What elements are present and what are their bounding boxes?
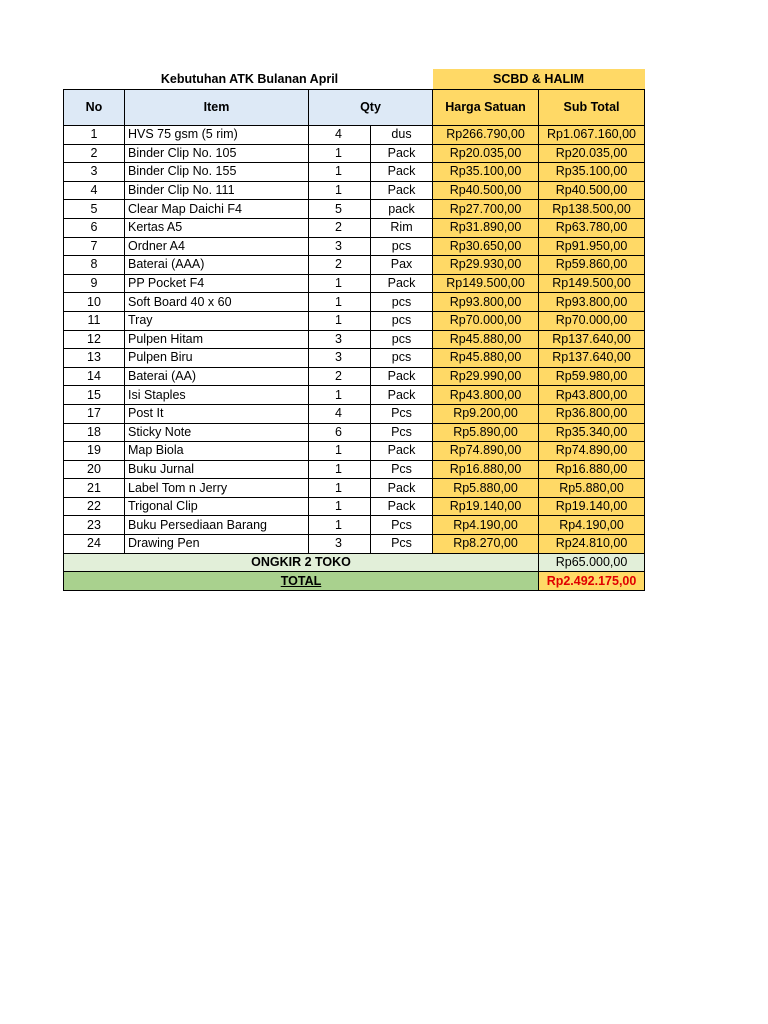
cell-no[interactable]: 4 (64, 181, 125, 200)
table-row (64, 349, 645, 368)
table-row (64, 293, 645, 312)
cell-no[interactable]: 19 (64, 442, 125, 461)
cell-unit[interactable]: Pcs (371, 404, 433, 423)
ongkir-label[interactable]: ONGKIR 2 TOKO (64, 553, 539, 572)
cell-unit[interactable]: Pcs (371, 460, 433, 479)
table-row (64, 423, 645, 442)
cell-harga-satuan[interactable]: Rp35.100,00 (433, 163, 539, 182)
cell-unit[interactable]: pcs (371, 330, 433, 349)
cell-item[interactable]: Pulpen Biru (125, 349, 309, 368)
cell-sub-total[interactable]: Rp4.190,00 (539, 516, 645, 535)
cell-unit[interactable]: Pcs (371, 423, 433, 442)
cell-no[interactable]: 17 (64, 404, 125, 423)
cell-unit[interactable]: pcs (371, 237, 433, 256)
cell-qty[interactable]: 1 (309, 460, 371, 479)
cell-unit[interactable]: Pack (371, 479, 433, 498)
cell-harga-satuan[interactable]: Rp31.890,00 (433, 218, 539, 237)
table-row (64, 163, 645, 182)
cell-qty[interactable]: 3 (309, 330, 371, 349)
table-row (64, 479, 645, 498)
table-row (64, 460, 645, 479)
cell-item[interactable]: Map Biola (125, 442, 309, 461)
cell-unit[interactable]: pcs (371, 349, 433, 368)
cell-no[interactable]: 24 (64, 535, 125, 554)
cell-no[interactable]: 1 (64, 126, 125, 145)
cell-harga-satuan[interactable]: Rp8.270,00 (433, 535, 539, 554)
cell-unit[interactable]: Pack (371, 442, 433, 461)
cell-harga-satuan[interactable]: Rp19.140,00 (433, 497, 539, 516)
cell-unit[interactable]: Rim (371, 218, 433, 237)
cell-no[interactable]: 10 (64, 293, 125, 312)
sheet-title[interactable]: Kebutuhan ATK Bulanan April (160, 71, 339, 86)
cell-item[interactable]: Label Tom n Jerry (125, 479, 309, 498)
table-row (64, 200, 645, 219)
table-row (64, 181, 645, 200)
table-row (64, 256, 645, 275)
cell-harga-satuan[interactable]: Rp93.800,00 (433, 293, 539, 312)
table-row (64, 126, 645, 145)
cell-sub-total[interactable]: Rp19.140,00 (539, 497, 645, 516)
cell-item[interactable]: Baterai (AA) (125, 367, 309, 386)
cell-harga-satuan[interactable]: Rp16.880,00 (433, 460, 539, 479)
cell-no[interactable]: 23 (64, 516, 125, 535)
table-row (64, 404, 645, 423)
cell-item[interactable]: Ordner A4 (125, 237, 309, 256)
cell-item[interactable]: Post It (125, 404, 309, 423)
title-row (64, 69, 645, 90)
cell-sub-total[interactable]: Rp5.880,00 (539, 479, 645, 498)
table-row (64, 442, 645, 461)
cell-qty[interactable]: 2 (309, 218, 371, 237)
cell-sub-total[interactable]: Rp40.500,00 (539, 181, 645, 200)
table-row (64, 237, 645, 256)
cell-sub-total[interactable]: Rp43.800,00 (539, 386, 645, 405)
cell-qty[interactable]: 1 (309, 311, 371, 330)
table-row (64, 535, 645, 554)
cell-harga-satuan[interactable]: Rp29.990,00 (433, 367, 539, 386)
cell-item[interactable]: Kertas A5 (125, 218, 309, 237)
cell-unit[interactable]: pcs (371, 293, 433, 312)
cell-harga-satuan[interactable]: Rp40.500,00 (433, 181, 539, 200)
cell-harga-satuan[interactable]: Rp266.790,00 (433, 126, 539, 145)
cell-harga-satuan[interactable]: Rp43.800,00 (433, 386, 539, 405)
cell-no[interactable]: 11 (64, 311, 125, 330)
header-sub-total[interactable]: Sub Total (539, 90, 645, 126)
cell-item[interactable]: Binder Clip No. 111 (125, 181, 309, 200)
cell-qty[interactable]: 1 (309, 274, 371, 293)
store-label[interactable]: SCBD & HALIM (433, 69, 645, 90)
cell-unit[interactable]: pcs (371, 311, 433, 330)
cell-unit[interactable]: Pack (371, 144, 433, 163)
cell-no[interactable]: 21 (64, 479, 125, 498)
cell-unit[interactable]: pack (371, 200, 433, 219)
cell-unit[interactable]: Pcs (371, 535, 433, 554)
cell-harga-satuan[interactable]: Rp29.930,00 (433, 256, 539, 275)
cell-harga-satuan[interactable]: Rp45.880,00 (433, 349, 539, 368)
cell-sub-total[interactable]: Rp138.500,00 (539, 200, 645, 219)
ongkir-row (64, 553, 645, 572)
cell-harga-satuan[interactable]: Rp9.200,00 (433, 404, 539, 423)
cell-no[interactable]: 12 (64, 330, 125, 349)
cell-item[interactable]: Baterai (AAA) (125, 256, 309, 275)
table-row (64, 218, 645, 237)
cell-item[interactable]: Drawing Pen (125, 535, 309, 554)
table-row (64, 311, 645, 330)
cell-qty[interactable]: 2 (309, 256, 371, 275)
cell-item[interactable]: PP Pocket F4 (125, 274, 309, 293)
cell-harga-satuan[interactable]: Rp30.650,00 (433, 237, 539, 256)
cell-no[interactable]: 15 (64, 386, 125, 405)
ongkir-value[interactable]: Rp65.000,00 (539, 553, 645, 572)
cell-qty[interactable]: 1 (309, 516, 371, 535)
cell-item[interactable]: Binder Clip No. 105 (125, 144, 309, 163)
cell-unit[interactable]: Pax (371, 256, 433, 275)
cell-sub-total[interactable]: Rp91.950,00 (539, 237, 645, 256)
cell-no[interactable]: 8 (64, 256, 125, 275)
cell-no[interactable]: 5 (64, 200, 125, 219)
cell-harga-satuan[interactable]: Rp5.880,00 (433, 479, 539, 498)
cell-sub-total[interactable]: Rp1.067.160,00 (539, 126, 645, 145)
cell-sub-total[interactable]: Rp36.800,00 (539, 404, 645, 423)
cell-harga-satuan[interactable]: Rp45.880,00 (433, 330, 539, 349)
header-item[interactable]: Item (125, 90, 309, 126)
cell-harga-satuan[interactable]: Rp70.000,00 (433, 311, 539, 330)
cell-harga-satuan[interactable]: Rp20.035,00 (433, 144, 539, 163)
cell-sub-total[interactable]: Rp74.890,00 (539, 442, 645, 461)
cell-qty[interactable]: 1 (309, 497, 371, 516)
cell-qty[interactable]: 1 (309, 181, 371, 200)
cell-item[interactable]: Isi Staples (125, 386, 309, 405)
cell-no[interactable]: 18 (64, 423, 125, 442)
header-harga-satuan[interactable]: Harga Satuan (433, 90, 539, 126)
cell-unit[interactable]: Pcs (371, 516, 433, 535)
cell-qty[interactable]: 4 (309, 404, 371, 423)
cell-no[interactable]: 20 (64, 460, 125, 479)
cell-qty[interactable]: 3 (309, 349, 371, 368)
cell-sub-total[interactable]: Rp24.810,00 (539, 535, 645, 554)
cell-item[interactable]: Tray (125, 311, 309, 330)
table-row (64, 144, 645, 163)
cell-qty[interactable]: 5 (309, 200, 371, 219)
cell-no[interactable]: 6 (64, 218, 125, 237)
cell-item[interactable]: Pulpen Hitam (125, 330, 309, 349)
cell-harga-satuan[interactable]: Rp5.890,00 (433, 423, 539, 442)
cell-no[interactable]: 14 (64, 367, 125, 386)
atk-table (63, 69, 645, 591)
cell-sub-total[interactable]: Rp70.000,00 (539, 311, 645, 330)
cell-sub-total[interactable]: Rp63.780,00 (539, 218, 645, 237)
cell-unit[interactable]: dus (371, 126, 433, 145)
cell-sub-total[interactable]: Rp35.100,00 (539, 163, 645, 182)
cell-qty[interactable]: 1 (309, 163, 371, 182)
cell-sub-total[interactable]: Rp59.980,00 (539, 367, 645, 386)
cell-qty[interactable]: 1 (309, 144, 371, 163)
total-value[interactable]: Rp2.492.175,00 (539, 572, 645, 591)
cell-sub-total[interactable]: Rp93.800,00 (539, 293, 645, 312)
cell-no[interactable]: 3 (64, 163, 125, 182)
spreadsheet (63, 69, 644, 591)
cell-item[interactable]: Clear Map Daichi F4 (125, 200, 309, 219)
cell-qty[interactable]: 3 (309, 237, 371, 256)
table-row (64, 367, 645, 386)
cell-qty[interactable]: 1 (309, 479, 371, 498)
cell-sub-total[interactable]: Rp59.860,00 (539, 256, 645, 275)
table-row (64, 330, 645, 349)
cell-qty[interactable]: 6 (309, 423, 371, 442)
cell-qty[interactable]: 4 (309, 126, 371, 145)
header-no[interactable]: No (64, 90, 125, 126)
cell-unit[interactable]: Pack (371, 497, 433, 516)
cell-qty[interactable]: 1 (309, 442, 371, 461)
cell-qty[interactable]: 2 (309, 367, 371, 386)
cell-unit[interactable]: Pack (371, 163, 433, 182)
cell-sub-total[interactable]: Rp149.500,00 (539, 274, 645, 293)
cell-item[interactable]: Trigonal Clip (125, 497, 309, 516)
cell-item[interactable]: Binder Clip No. 155 (125, 163, 309, 182)
cell-no[interactable]: 13 (64, 349, 125, 368)
cell-harga-satuan[interactable]: Rp4.190,00 (433, 516, 539, 535)
cell-qty[interactable]: 1 (309, 293, 371, 312)
header-qty[interactable]: Qty (309, 90, 433, 126)
cell-no[interactable]: 7 (64, 237, 125, 256)
cell-unit[interactable]: Pack (371, 274, 433, 293)
table-row (64, 386, 645, 405)
cell-harga-satuan[interactable]: Rp27.700,00 (433, 200, 539, 219)
cell-unit[interactable]: Pack (371, 386, 433, 405)
cell-sub-total[interactable]: Rp137.640,00 (539, 349, 645, 368)
cell-harga-satuan[interactable]: Rp74.890,00 (433, 442, 539, 461)
cell-item[interactable]: Buku Jurnal (125, 460, 309, 479)
cell-qty[interactable]: 3 (309, 535, 371, 554)
cell-no[interactable]: 2 (64, 144, 125, 163)
table-row (64, 516, 645, 535)
cell-unit[interactable]: Pack (371, 367, 433, 386)
cell-sub-total[interactable]: Rp137.640,00 (539, 330, 645, 349)
header-row (64, 90, 645, 126)
cell-qty[interactable]: 1 (309, 386, 371, 405)
cell-item[interactable]: Soft Board 40 x 60 (125, 293, 309, 312)
cell-harga-satuan[interactable]: Rp149.500,00 (433, 274, 539, 293)
cell-sub-total[interactable]: Rp16.880,00 (539, 460, 645, 479)
total-row (64, 572, 645, 591)
cell-item[interactable]: Sticky Note (125, 423, 309, 442)
cell-item[interactable]: Buku Persediaan Barang (125, 516, 309, 535)
total-label[interactable]: TOTAL (64, 572, 539, 591)
cell-unit[interactable]: Pack (371, 181, 433, 200)
table-row (64, 274, 645, 293)
cell-no[interactable]: 9 (64, 274, 125, 293)
cell-no[interactable]: 22 (64, 497, 125, 516)
cell-sub-total[interactable]: Rp35.340,00 (539, 423, 645, 442)
cell-sub-total[interactable]: Rp20.035,00 (539, 144, 645, 163)
table-row (64, 497, 645, 516)
cell-item[interactable]: HVS 75 gsm (5 rim) (125, 126, 309, 145)
